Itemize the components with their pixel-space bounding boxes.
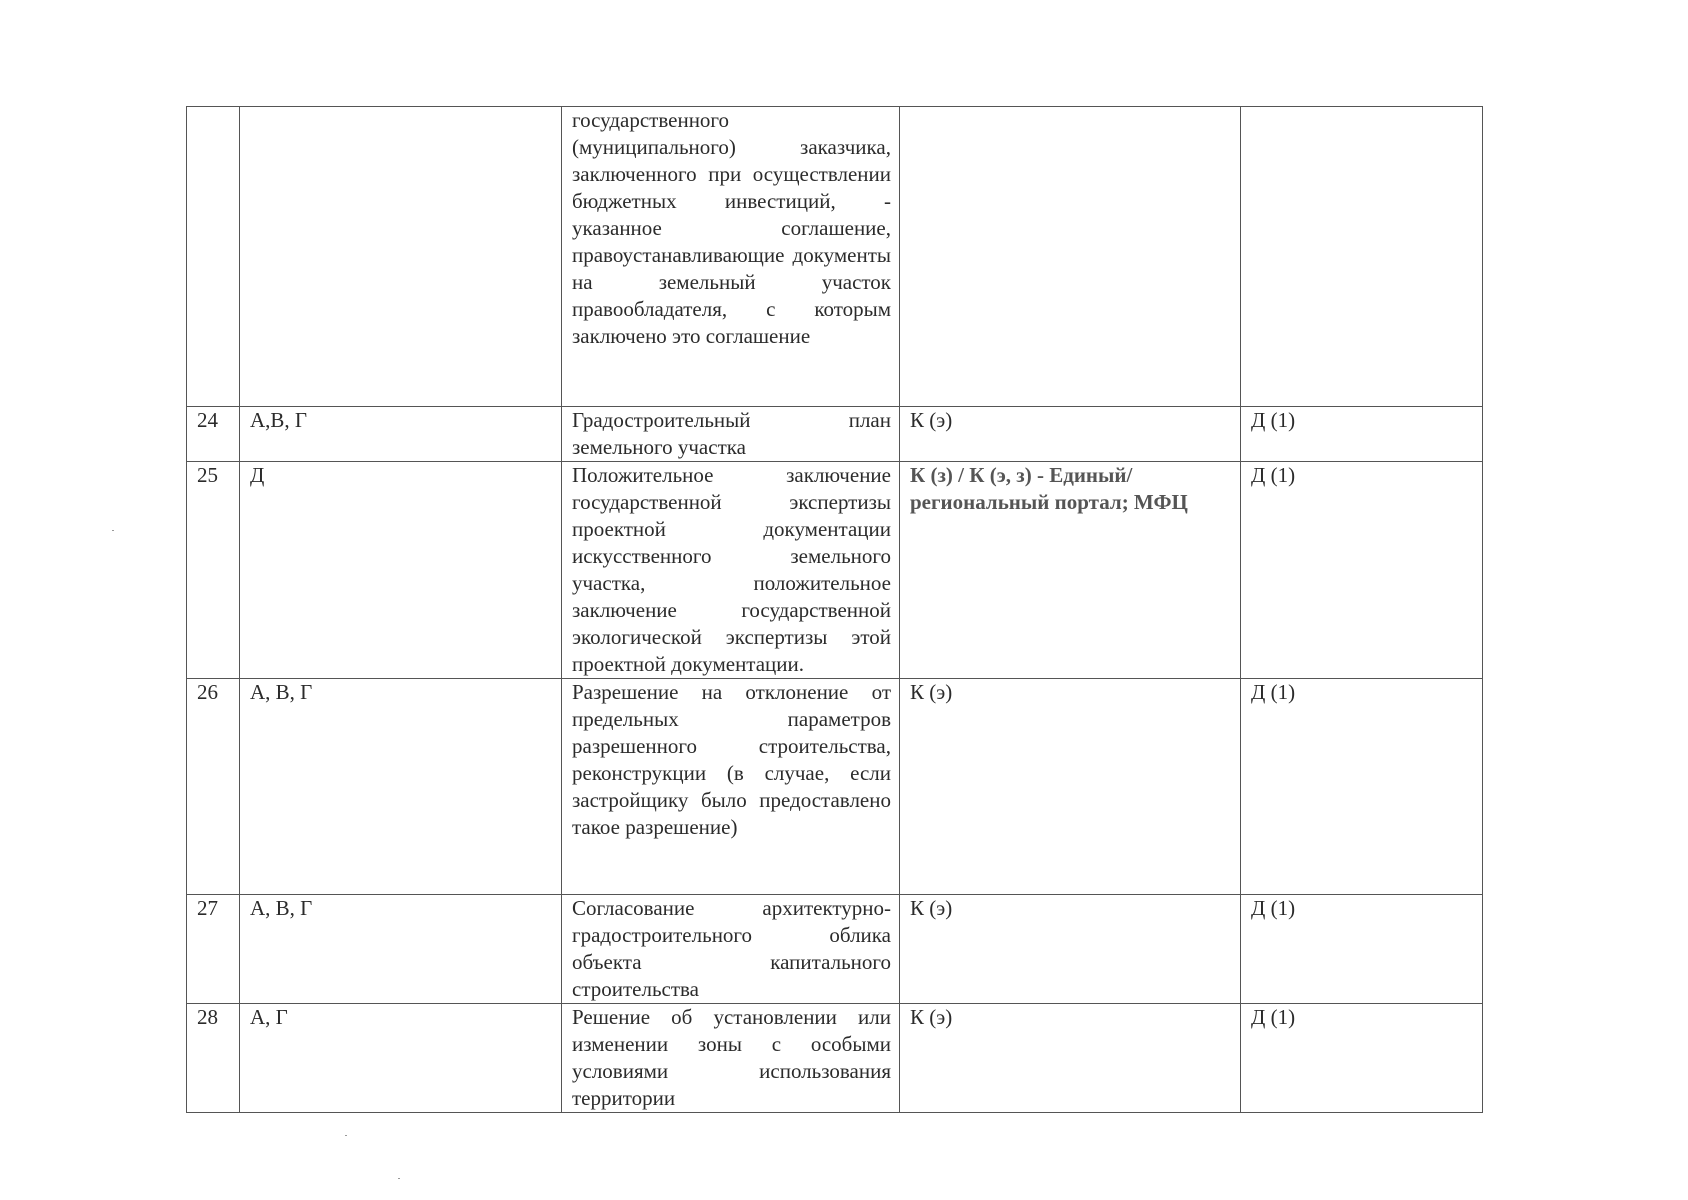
- table-row-28: [187, 1004, 1483, 1113]
- row-doc-type: [1241, 107, 1483, 407]
- table-row-continuation: [187, 107, 1483, 407]
- row-description: Градостроительный план земельного участка: [562, 407, 900, 462]
- row-number: 25: [187, 462, 240, 679]
- scan-speck: [345, 1135, 347, 1136]
- table-row-26: [187, 679, 1483, 895]
- row-description: государственного (муниципального) заказчика, заключенного при осуществлении бюджетных инвестиций, - указанное соглашение, правоустанавливающие документы на земельный участок правообладателя, с которым заключено это соглашение: [562, 107, 900, 407]
- row-description: Решение об установлении или изменении зоны с особыми условиями использования территории: [562, 1004, 900, 1113]
- row-number: [187, 107, 240, 407]
- row-category: Д: [240, 462, 562, 679]
- row-category: А, В, Г: [240, 679, 562, 895]
- row-doc-type: Д (1): [1241, 895, 1483, 1004]
- row-form: К (э): [900, 407, 1241, 462]
- row-category: А,В, Г: [240, 407, 562, 462]
- row-form: К (э): [900, 679, 1241, 895]
- row-number: 24: [187, 407, 240, 462]
- row-form: К (э): [900, 895, 1241, 1004]
- row-doc-type: Д (1): [1241, 1004, 1483, 1113]
- row-description: Положительное заключение государственной экспертизы проектной документации искусственного земельного участка, положительное заключение государственной экологической экспертизы этой проектной документации.: [562, 462, 900, 679]
- table-row-25: [187, 462, 1483, 679]
- row-form: К (э): [900, 1004, 1241, 1113]
- scan-speck: [398, 1178, 400, 1179]
- row-doc-type: Д (1): [1241, 407, 1483, 462]
- row-form: [900, 107, 1241, 407]
- table-row-27: [187, 895, 1483, 1004]
- row-doc-type: Д (1): [1241, 462, 1483, 679]
- row-category: А, Г: [240, 1004, 562, 1113]
- row-description: Разрешение на отклонение от предельных параметров разрешенного строительства, реконструкции (в случае, если застройщику было предоставлено такое разрешение): [562, 679, 900, 895]
- row-form: К (з) / К (э, з) - Единый/региональный портал; МФЦ: [900, 462, 1241, 679]
- row-category: [240, 107, 562, 407]
- row-number: 28: [187, 1004, 240, 1113]
- row-number: 26: [187, 679, 240, 895]
- row-description: Согласование архитектурно-градостроительного облика объекта капитального строительства: [562, 895, 900, 1004]
- scan-speck: [112, 530, 114, 531]
- row-category: А, В, Г: [240, 895, 562, 1004]
- requirements-table: [186, 106, 1483, 1113]
- row-number: 27: [187, 895, 240, 1004]
- row-doc-type: Д (1): [1241, 679, 1483, 895]
- table-row-24: [187, 407, 1483, 462]
